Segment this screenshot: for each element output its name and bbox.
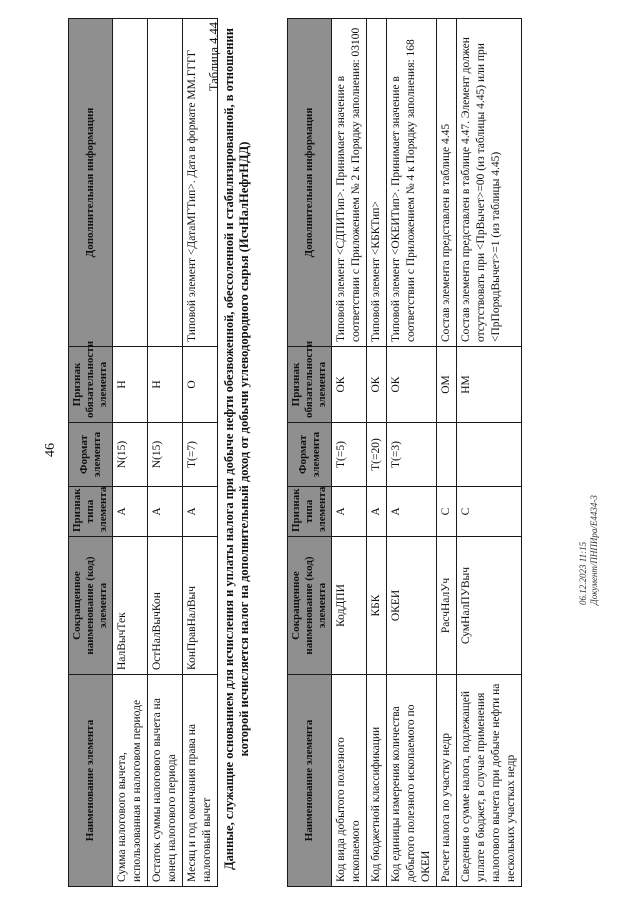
cell-type: С <box>437 487 457 537</box>
cell-format <box>457 423 522 487</box>
page-number: 46 <box>43 443 58 457</box>
table-row <box>183 19 218 887</box>
cell-short: КонПравНалВыч <box>183 537 218 675</box>
cell-short: КодДПИ <box>332 537 367 675</box>
cell-format: T(=3) <box>387 423 437 487</box>
header-required: Признак обязательности элемента <box>69 347 113 423</box>
footer-doc-id: Документ/ПНПИра/Е4434-3 <box>589 495 599 605</box>
cell-name: Код бюджетной классификации <box>367 675 387 887</box>
cell-name: Месяц и год окончания права на налоговый вычет <box>183 675 218 887</box>
header-name: Наименование элемента <box>288 675 332 887</box>
table-row <box>387 19 437 887</box>
cell-required: ОК <box>367 347 387 423</box>
cell-short: НалВычТек <box>113 537 148 675</box>
cell-type: А <box>148 487 183 537</box>
cell-format: T(=5) <box>332 423 367 487</box>
cell-name: Остаток суммы налогового вычета на конец налогового периода <box>148 675 183 887</box>
cell-info: Типовой элемент <КБКТип> <box>367 19 387 347</box>
cell-name: Сумма налогового вычета, использованная в налоговом периоде <box>113 675 148 887</box>
cell-short: КБК <box>367 537 387 675</box>
header-name: Наименование элемента <box>69 675 113 887</box>
cell-format <box>437 423 457 487</box>
cell-required: ОК <box>332 347 367 423</box>
cell-format: T(=7) <box>183 423 218 487</box>
cell-info: Типовой элемент <ОКЕИТип>. Принимает значение в соответствии с Приложением № 4 к Порядку заполнения: 168 <box>387 19 437 347</box>
cell-type: С <box>457 487 522 537</box>
cell-name: Расчет налога по участку недр <box>437 675 457 887</box>
table-row <box>367 19 387 887</box>
cell-required: Н <box>113 347 148 423</box>
header-required: Признак обязательности элемента <box>288 347 332 423</box>
cell-type: А <box>387 487 437 537</box>
cell-type: А <box>332 487 367 537</box>
cell-format: N(15) <box>148 423 183 487</box>
cell-required: ОК <box>387 347 437 423</box>
cell-name: Код вида добытого полезного ископаемого <box>332 675 367 887</box>
table-label: Таблица 4.44 <box>207 22 221 92</box>
cell-required: Н <box>148 347 183 423</box>
cell-format: T(=20) <box>367 423 387 487</box>
header-format: Формат элемента <box>288 423 332 487</box>
table-row <box>332 19 367 887</box>
cell-type: А <box>367 487 387 537</box>
cell-info: Состав элемента представлен в таблице 4.45 <box>437 19 457 347</box>
table-row <box>113 19 148 887</box>
cell-name: Сведения о сумме налога, подлежащей уплате в бюджет, в случае применения налогового вычета при добыче нефти на нескольких участках недр <box>457 675 522 887</box>
elements-table-top <box>68 18 218 887</box>
cell-required: НМ <box>457 347 522 423</box>
cell-type: А <box>113 487 148 537</box>
table-row <box>437 19 457 887</box>
header-format: Формат элемента <box>69 423 113 487</box>
header-short: Сокращенное наименование (код) элемента <box>288 537 332 675</box>
cell-name: Код единицы измерения количества добытого полезного ископаемого по ОКЕИ <box>387 675 437 887</box>
cell-info <box>148 19 183 347</box>
table-row <box>148 19 183 887</box>
cell-required: ОМ <box>437 347 457 423</box>
cell-type: А <box>183 487 218 537</box>
table-caption: Данные, служащие основанием для исчисления и уплаты налога при добыче нефти обезвоженной, обессоленной и стабилизированной, в отношении которой исчисляется налог на дополнительный доход от добычи углеводородного сырья (ИсчНалНефтНДД) <box>222 28 251 870</box>
cell-short: ОстНалВычКон <box>148 537 183 675</box>
cell-info: Типовой элемент <СДПИТип>. Принимает значение в соответствии с Приложением № 2 к Порядку заполнения: 03100 <box>332 19 367 347</box>
cell-short: СумНалПУВыч <box>457 537 522 675</box>
elements-table-bottom <box>287 18 522 887</box>
cell-info <box>113 19 148 347</box>
cell-short: ОКЕИ <box>387 537 437 675</box>
cell-short: РасчНалУч <box>437 537 457 675</box>
table-header-row <box>69 19 113 887</box>
document-footer-stamp <box>578 495 600 605</box>
cell-info: Состав элемента представлен в таблице 4.47. Элемент должен отсутствовать при <ПрВычет>=00 (из таблицы 4.45) или при <ПрПорядВычет>=1 (из таблицы 4.45) <box>457 19 522 347</box>
header-short: Сокращенное наименование (код) элемента <box>69 537 113 675</box>
cell-format: N(15) <box>113 423 148 487</box>
header-info: Дополнительная информация <box>69 19 113 347</box>
header-type: Признак типа элемента <box>288 487 332 537</box>
header-info: Дополнительная информация <box>288 19 332 347</box>
cell-required: О <box>183 347 218 423</box>
cell-info: Типовой элемент <ДатаМГТип>. Дата в формате ММ.ГГГГ <box>183 19 218 347</box>
header-type: Признак типа элемента <box>69 487 113 537</box>
footer-timestamp: 06.12.2023 11:15 <box>578 541 588 605</box>
table-row <box>457 19 522 887</box>
table-header-row <box>288 19 332 887</box>
